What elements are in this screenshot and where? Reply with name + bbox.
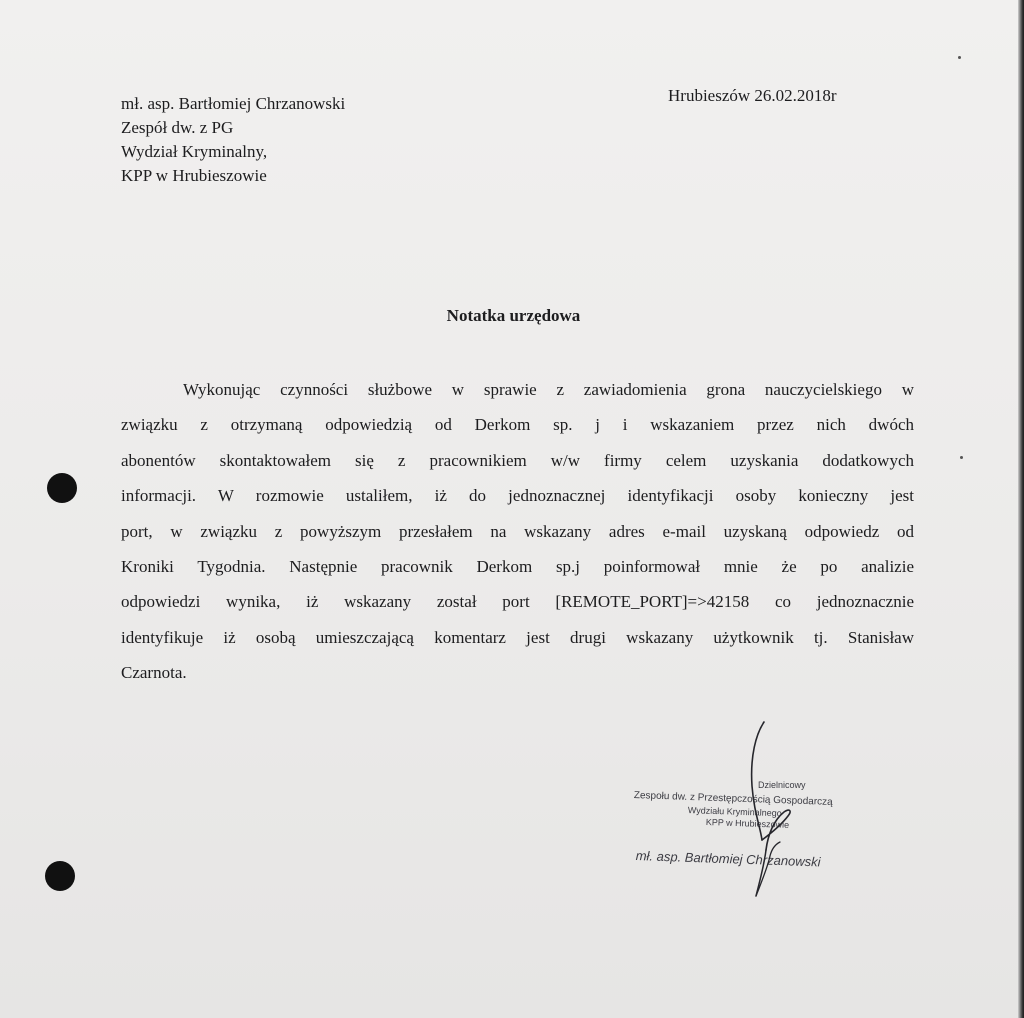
- stamp-line-3: Wydziału Kryminalnego: [687, 805, 782, 819]
- document-title: Notatka urzędowa: [446, 306, 581, 325]
- body-line: Kroniki Tygodnia. Następnie pracownik Derkom sp.j poinformował mnie że po analizie: [121, 556, 914, 576]
- punch-hole-bottom: [45, 861, 75, 891]
- document-title-wrap: [0, 306, 1024, 326]
- speck: [960, 456, 963, 459]
- body-line: związku z otrzymaną odpowiedzią od Derkom sp. j i wskazaniem przez nich dwóch: [121, 415, 914, 435]
- body-line: Czarnota.: [121, 663, 187, 683]
- stamp-line-1: Dzielnicowy: [758, 780, 806, 790]
- author-name: mł. asp. Bartłomiej Chrzanowski: [121, 94, 346, 113]
- punch-hole-top: [47, 473, 77, 503]
- author-unit: Zespół dw. z PG: [121, 118, 234, 137]
- body-line: Wykonując czynności służbowe w sprawie z zawiadomienia grona nauczycielskiego w: [183, 380, 914, 399]
- stamp-name: mł. asp. Bartłomiej Chrzanowski: [635, 848, 821, 870]
- speck: [958, 56, 961, 59]
- stamp-line-4: KPP w Hrubieszowie: [705, 817, 790, 830]
- author-block: [121, 92, 345, 188]
- author-station: KPP w Hrubieszowie: [121, 166, 267, 185]
- document-date: Hrubieszów 26.02.2018r: [668, 86, 837, 105]
- body-line: port, w związku z powyższym przesłałem na wskazany adres e-mail uzyskaną odpowiedz od: [121, 521, 914, 541]
- body-line: informacji. W rozmowie ustaliłem, iż do jednoznacznej identyfikacji osoby konieczny jest: [121, 486, 914, 506]
- author-department: Wydział Kryminalny,: [121, 142, 268, 161]
- document-body: [121, 372, 914, 691]
- body-line: abonentów skontaktowałem się z pracownikiem w/w firmy celem uzyskania dodatkowych: [121, 450, 914, 470]
- body-line: odpowiedzi wynika, iż wskazany został port [REMOTE_PORT]=>42158 co jednoznacznie: [121, 592, 914, 612]
- stamp-line-2: Zespołu dw. z Przestępczością Gospodarczą: [633, 790, 833, 808]
- page-edge-shadow: [1018, 0, 1024, 1018]
- handwritten-signature: [730, 716, 820, 906]
- body-line: identyfikuje iż osobą umieszczającą komentarz jest drugi wskazany użytkownik tj. Stanisław: [121, 627, 914, 647]
